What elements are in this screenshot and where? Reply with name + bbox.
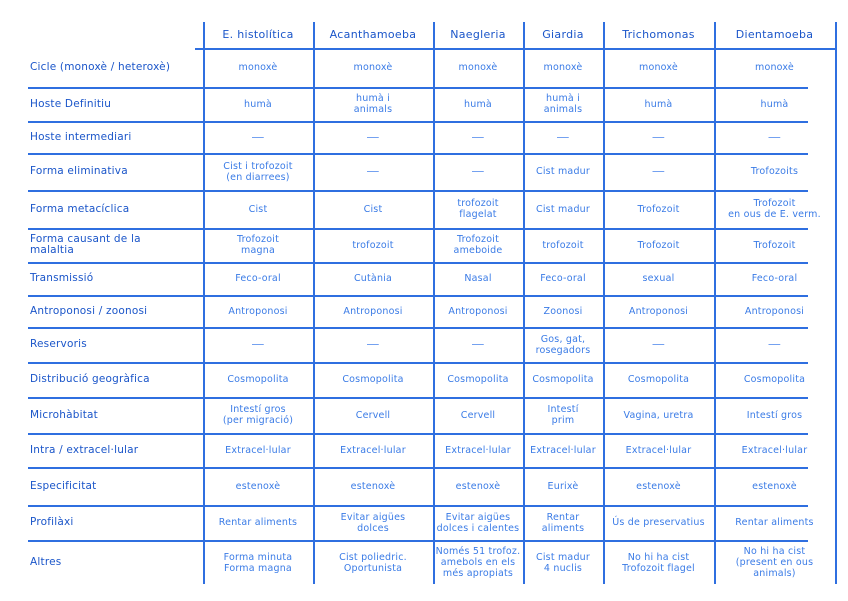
table-cell: humà i animals — [353, 93, 393, 115]
table-cell: Cosmopolita — [227, 374, 289, 385]
table-cell: Cosmopolita — [743, 374, 806, 385]
table-cell: Cosmopolita — [447, 374, 509, 385]
table-cell: — — [767, 129, 782, 145]
table-cell: Rentar aliments — [541, 511, 585, 534]
table-cell: — — [471, 129, 485, 145]
table-cell: — — [366, 129, 380, 145]
table-cell: Cist poliedric. Oportunista — [339, 551, 407, 574]
table-cell: Cist — [248, 203, 268, 215]
table-cell: No hi ha cist Trofozoit flagel — [622, 551, 695, 574]
row-label: Forma eliminativa — [30, 165, 128, 177]
table-cell: — — [471, 164, 485, 179]
table-cell: — — [767, 337, 782, 352]
table-cell: estenoxè — [752, 480, 797, 492]
table-cell: Feco-oral — [235, 273, 281, 284]
column-header: Trichomonas — [622, 27, 695, 41]
table-cell: humà — [464, 98, 492, 110]
table-cell: Nasal — [464, 273, 492, 284]
column-header: Dientamoeba — [735, 27, 814, 41]
table-cell: — — [251, 337, 265, 352]
table-cell: trofozoit — [352, 239, 394, 251]
table-cell: Antroponosi — [228, 305, 288, 317]
table-cell: — — [651, 337, 666, 352]
table-cell: Vagina, uretra — [623, 409, 694, 421]
table-cell: humà — [644, 98, 673, 110]
table-cell: Cist i trofozoit (en diarrees) — [223, 160, 293, 183]
table-cell: — — [366, 337, 380, 352]
table-cell: Extracel·lular — [741, 444, 808, 456]
column-header: Giardia — [542, 27, 584, 41]
row-label: Profilàxi — [30, 516, 74, 528]
row-label: Microhàbitat — [30, 408, 98, 421]
table-cell: sexual — [642, 273, 675, 284]
table-cell: estenoxè — [350, 480, 396, 492]
row-label: Hoste intermediari — [30, 130, 132, 143]
row-label: Distribució geogràfica — [30, 373, 150, 385]
table-cell: Extracel·lular — [445, 444, 511, 456]
table-cell: trofozoit flagelat — [457, 198, 499, 220]
table-cell: Extracel·lular — [225, 444, 291, 456]
table-cell: Extracel·lular — [530, 444, 596, 456]
row-label: Forma causant de la malaltia — [30, 233, 141, 256]
table-cell: Cutània — [353, 273, 393, 284]
column-header: E. histolítica — [222, 27, 294, 41]
table-cell: Antroponosi — [744, 305, 805, 317]
row-label: Reservoris — [30, 338, 87, 350]
table-cell: Cist madur 4 nuclis — [536, 551, 590, 574]
table-cell: Cervell — [460, 409, 496, 421]
table-cell: Trofozoit — [637, 203, 680, 215]
table-cell: Cist — [363, 203, 383, 215]
table-cell: Extracel·lular — [625, 444, 692, 456]
table-cell: monoxè — [353, 62, 393, 73]
table-cell: Trofozoit ameboide — [453, 234, 503, 256]
table-cell: Cist madur — [536, 203, 590, 215]
row-label: Forma metacíclica — [30, 202, 130, 215]
column-header: Acanthamoeba — [329, 27, 417, 41]
row-label: Cicle (monoxè / heteroxè) — [30, 61, 171, 73]
table-cell: Forma minuta Forma magna — [223, 551, 293, 574]
table-cell: monoxè — [238, 62, 278, 73]
table-cell: Intestí prim — [547, 404, 579, 426]
table-cell: estenoxè — [455, 480, 501, 492]
table-cell: estenoxè — [235, 480, 281, 492]
table-cell: humà i animals — [543, 93, 583, 115]
row-label: Altres — [30, 556, 62, 568]
table-cell: Zoonosi — [543, 305, 583, 317]
table-cell: Antroponosi — [343, 305, 403, 317]
table-cell: monoxè — [639, 62, 678, 73]
table-cell: — — [651, 129, 666, 145]
table-cell: Ús de preservatius — [612, 517, 705, 528]
table-cell: humà — [760, 98, 789, 110]
table-cell: Trofozoit — [753, 239, 796, 251]
row-label: Especificitat — [30, 479, 97, 492]
table-cell: Rentar aliments — [218, 517, 298, 528]
column-divider — [835, 22, 837, 584]
table-cell: Cosmopolita — [342, 374, 404, 385]
table-cell: Extracel·lular — [340, 444, 406, 456]
table-cell: — — [471, 337, 485, 352]
table-cell: estenoxè — [636, 480, 681, 492]
table-cell: Feco-oral — [540, 273, 586, 284]
table-cell: monoxè — [543, 62, 583, 73]
table-cell: Trofozoit — [637, 239, 680, 251]
table-cell: Cist madur — [536, 166, 590, 177]
row-label: Hoste Definitiu — [30, 97, 112, 110]
table-cell: Trofozoits — [750, 166, 799, 177]
table-cell: Trofozoit en ous de E. verm. — [728, 198, 821, 220]
table-cell: Feco-oral — [751, 273, 798, 284]
table-cell: Intestí gros — [746, 409, 803, 421]
table-cell: Cervell — [355, 409, 391, 421]
table-cell: Eurixè — [547, 480, 579, 492]
table-cell: Cosmopolita — [627, 374, 690, 385]
table-cell: Evitar aigües dolces i calentes — [436, 511, 520, 534]
table-cell: — — [651, 164, 666, 179]
table-cell: humà — [244, 98, 272, 110]
table-cell: Antroponosi — [448, 305, 508, 317]
table-cell: Cosmopolita — [532, 374, 594, 385]
table-cell: — — [251, 129, 265, 145]
table-cell: monoxè — [755, 62, 794, 73]
column-header: Naegleria — [450, 27, 506, 41]
table-cell: Gos, gat, rosegadors — [535, 333, 591, 356]
table-cell: monoxè — [458, 62, 498, 73]
row-label: Transmissió — [30, 272, 94, 284]
table-cell: trofozoit — [542, 239, 584, 251]
table-cell: Evitar aigües dolces — [340, 511, 406, 534]
row-label: Antroponosi / zoonosi — [30, 304, 148, 317]
table-cell: Només 51 trofoz. amebols en els més apropiats — [435, 546, 521, 579]
table-cell: — — [366, 164, 380, 179]
table-cell: No hi ha cist (present en ous animals) — [735, 546, 814, 579]
table-cell: Intestí gros (per migració) — [222, 404, 294, 426]
row-label: Intra / extracel·lular — [30, 443, 139, 456]
table-cell: — — [556, 129, 570, 145]
table-cell: Trofozoit magna — [236, 234, 280, 256]
table-cell: Antroponosi — [628, 305, 689, 317]
table-cell: Rentar aliments — [735, 517, 814, 528]
